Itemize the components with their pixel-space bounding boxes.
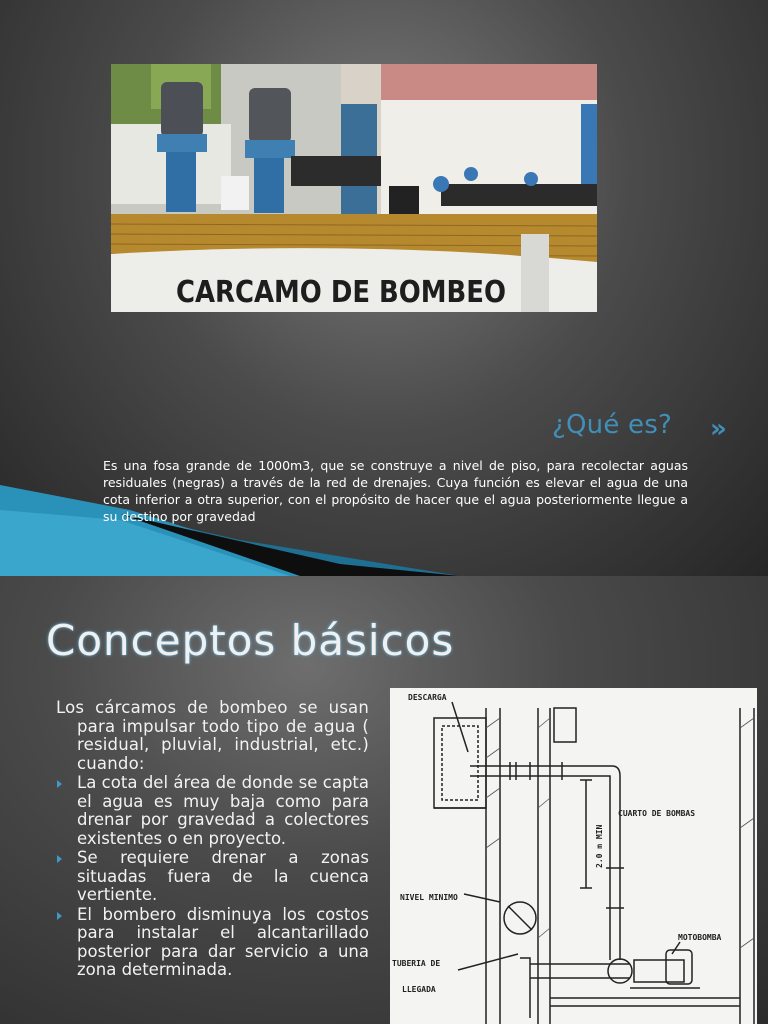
bullet-arrow-icon <box>57 855 62 863</box>
double-chevron-icon: » <box>710 414 719 444</box>
slide-2-title: Conceptos básicos <box>46 616 455 665</box>
label-llegada: LLEGADA <box>402 985 436 994</box>
label-descarga: DESCARGA <box>408 693 447 702</box>
label-cuarto-de-bombas: CUARTO DE BOMBAS <box>618 809 696 818</box>
list-item: La cota del área de donde se capta el agua es muy baja como para drenar por gravedad a colectores existentes o en proyecto. <box>56 774 369 848</box>
photo-sign-text: CARCAMO DE BOMBEO <box>176 275 506 310</box>
label-tuberia: TUBERIA DE <box>392 959 441 968</box>
bullet-list <box>56 774 369 980</box>
pumping-station-photo <box>111 64 597 312</box>
list-item: El bombero disminuya los costos para instalar el alcantarillado posterior para dar servicio a una zona determinada. <box>56 906 369 980</box>
list-item: Se requiere drenar a zonas situadas fuera de la cuenca vertiente. <box>56 849 369 905</box>
bullet-arrow-icon <box>57 780 62 788</box>
label-motobomba: MOTOBOMBA <box>678 933 722 942</box>
label-min: 2.0 m MIN <box>595 824 604 868</box>
slide-2-body <box>56 699 369 980</box>
slide-1-description: Es una fosa grande de 1000m3, que se construye a nivel de piso, para recolectar aguas residuales (negras) a través de la red de drenajes. Cuya función es elevar el agua de una cota inferior a otra superior, con el propósito de hacer que el agua posteriormente llegue a su destino por gravedad <box>103 458 688 524</box>
pumping-station-diagram <box>390 688 757 1024</box>
slide-1-title: ¿Qué es? <box>552 410 672 440</box>
bullet-arrow-icon <box>57 912 62 920</box>
intro-paragraph: Los cárcamos de bombeo se usan para impulsar todo tipo de agua ( residual, pluvial, industrial, etc.) cuando: <box>56 698 369 773</box>
label-nivel-minimo: NIVEL MINIMO <box>400 893 458 902</box>
slide-2 <box>0 576 768 1024</box>
